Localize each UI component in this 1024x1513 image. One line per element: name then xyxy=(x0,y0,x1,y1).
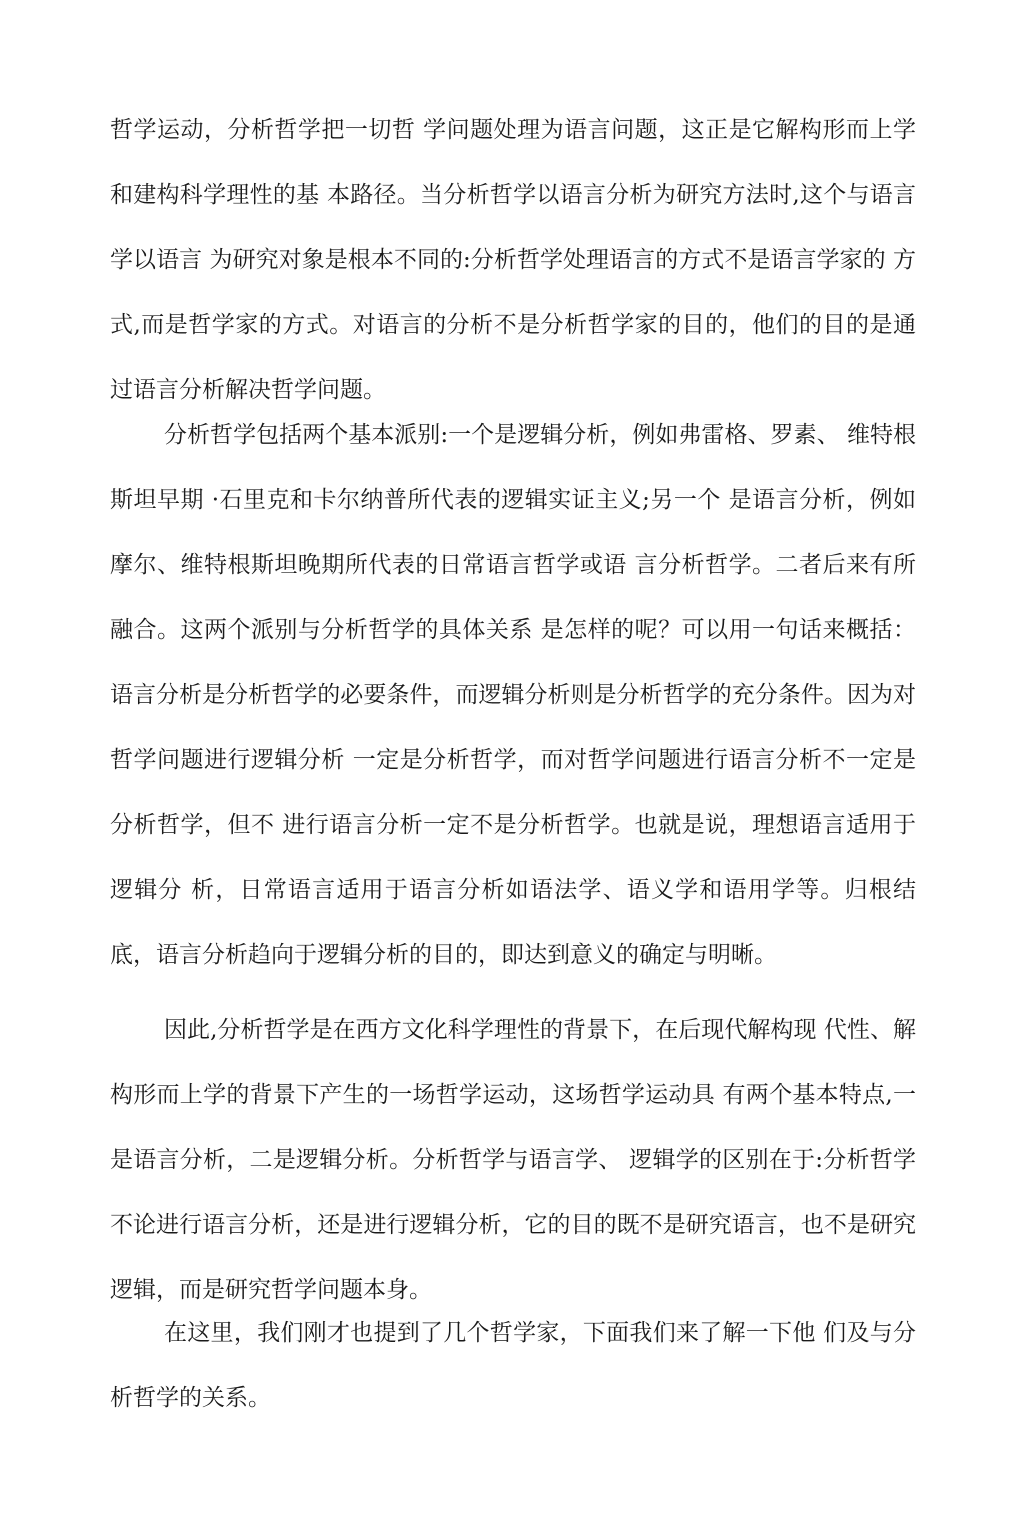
paragraph-1: 哲学运动，分析哲学把一切哲 学问题处理为语言问题，这正是它解构形而上学和建构科学理性的基 本路径。当分析哲学以语言分析为研究方法时,这个与语言学以语言 为研究对象是根本不同的:分析哲学处理语言的方式不是语言学家的 方式,而是哲学家的方式。对语言的分析不是分析哲学家的目的，他们的目的是通过语言分析解决哲学问题。 xyxy=(110,117,916,403)
body-text xyxy=(110,1301,916,1431)
body-text xyxy=(110,98,916,423)
body-text xyxy=(110,998,916,1323)
body-text xyxy=(110,403,916,988)
paragraph-4: 在这里，我们刚才也提到了几个哲学家，下面我们来了解一下他 们及与分析哲学的关系。 xyxy=(110,1320,916,1411)
paragraph-3: 因此,分析哲学是在西方文化科学理性的背景下，在后现代解构现 代性、解构形而上学的背景下产生的一场哲学运动，这场哲学运动具 有两个基本特点,一是语言分析，二是逻辑分析。分析哲学与语言学、 逻辑学的区别在于:分析哲学不论进行语言分析，还是进行逻辑分析，它的目的既不是研究语言，也不是研究逻辑，而是研究哲学问题本身。 xyxy=(110,1017,916,1303)
paragraph-2: 分析哲学包括两个基本派别:一个是逻辑分析，例如弗雷格、罗素、 维特根斯坦早期 ·石里克和卡尔纳普所代表的逻辑实证主义;另一个 是语言分析，例如摩尔、维特根斯坦晚期所代表的日常语言哲学或语 言分析哲学。二者后来有所融合。这两个派别与分析哲学的具体关系 是怎样的呢？可以用一句话来概括：语言分析是分析哲学的必要条件，而逻辑分析则是分析哲学的充分条件。因为对哲学问题进行逻辑分析 一定是分析哲学，而对哲学问题进行语言分析不一定是分析哲学，但不 进行语言分析一定不是分析哲学。也就是说，理想语言适用于逻辑分 析，日常语言适用于语言分析如语法学、语义学和语用学等。归根结 底，语言分析趋向于逻辑分析的目的，即达到意义的确定与明晰。 xyxy=(110,422,916,968)
